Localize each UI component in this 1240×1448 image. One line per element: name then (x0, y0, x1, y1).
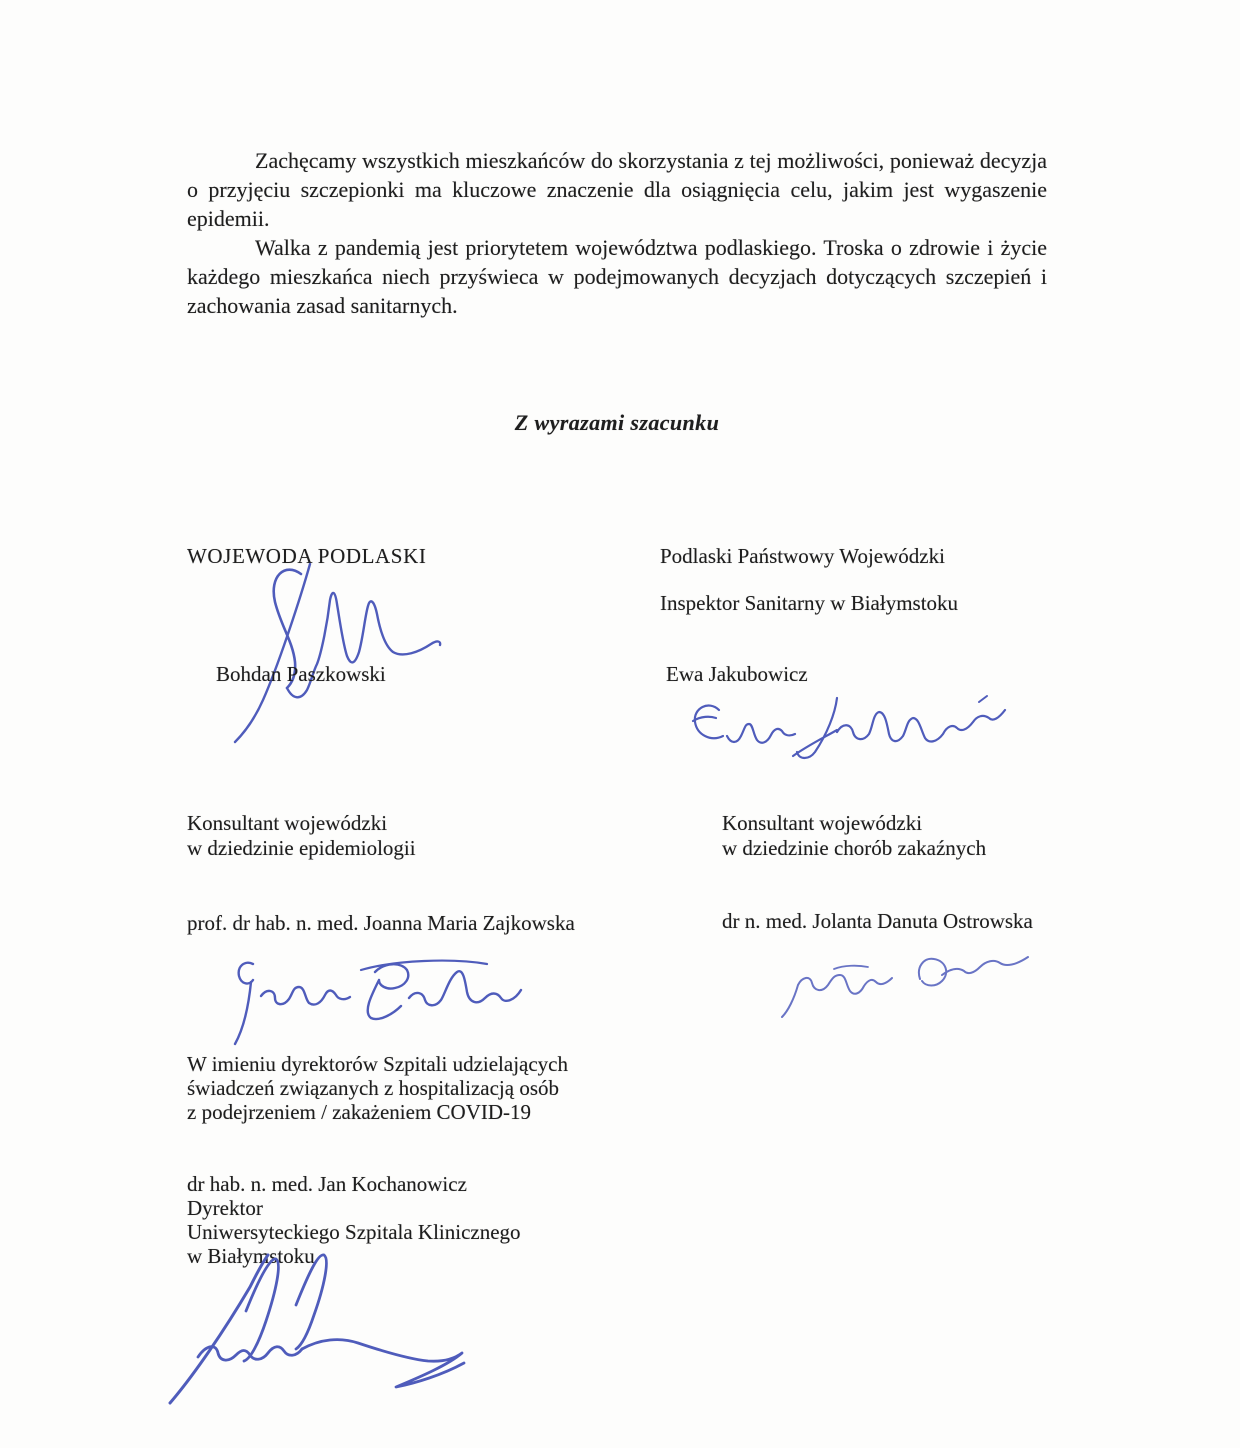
wojewoda-name: Bohdan Paszkowski (216, 662, 386, 686)
dyrektor-org-line1: Uniwersyteckiego Szpitala Klinicznego (187, 1220, 521, 1244)
signature-jolanta-ostrowska (780, 945, 1035, 1021)
konsultant-chorob-line1: Konsultant wojewódzki (722, 811, 923, 835)
dyrektor-org-line2: w Białymstoku (187, 1244, 315, 1268)
signature-jan-kochanowicz (162, 1247, 472, 1409)
wojewoda-title: WOJEWODA PODLASKI (187, 544, 427, 568)
dyrektor-name: dr hab. n. med. Jan Kochanowicz (187, 1172, 467, 1196)
konsultant-chorob-title (722, 811, 986, 861)
konsultant-epidemiologii-title (187, 811, 416, 861)
closing-phrase: Z wyrazami szacunku (514, 410, 720, 435)
signature-joanna-zajkowska (225, 952, 525, 1048)
konsultant-chorob-line2: w dziedzinie chorób zakaźnych (722, 836, 987, 860)
signature-ewa-jakubowicz (685, 690, 1010, 762)
dyrektor-role: Dyrektor (187, 1196, 263, 1220)
hospital-directors-intro-line3: z podejrzeniem / zakażeniem COVID-19 (187, 1100, 532, 1124)
inspektor-title-line2: Inspektor Sanitarny w Białymstoku (660, 591, 959, 615)
letter-body (187, 146, 1047, 320)
paragraph-pandemic-priority: Walka z pandemią jest priorytetem województwa podlaskiego. Troska o zdrowie i życie każdego mieszkańca niech przyświeca w podejmowanych decyzjach dotyczących szczepień i zachowania zasad sanitarnych. (187, 235, 1047, 318)
hospital-directors-intro (187, 1052, 568, 1124)
konsultant-chorob-name: dr n. med. Jolanta Danuta Ostrowska (722, 909, 1033, 933)
inspektor-name: Ewa Jakubowicz (666, 662, 808, 686)
hospital-directors-intro-line1: W imieniu dyrektorów Szpitali udzielających (187, 1052, 568, 1076)
signature-bohdan-paszkowski (213, 560, 448, 748)
hospital-directors-intro-line2: świadczeń związanych z hospitalizacją osób (187, 1076, 560, 1100)
konsultant-epidemiologii-line1: Konsultant wojewódzki (187, 811, 388, 835)
paragraph-encouragement: Zachęcamy wszystkich mieszkańców do skorzystania z tej możliwości, ponieważ decyzja o przyjęciu szczepionki ma kluczowe znaczenie dla osiągnięcia celu, jakim jest wygaszenie epidemii. (187, 148, 1047, 231)
konsultant-epidemiologii-name: prof. dr hab. n. med. Joanna Maria Zajkowska (187, 911, 575, 935)
inspektor-title-line1: Podlaski Państwowy Wojewódzki (660, 544, 945, 568)
konsultant-epidemiologii-line2: w dziedzinie epidemiologii (187, 836, 416, 860)
